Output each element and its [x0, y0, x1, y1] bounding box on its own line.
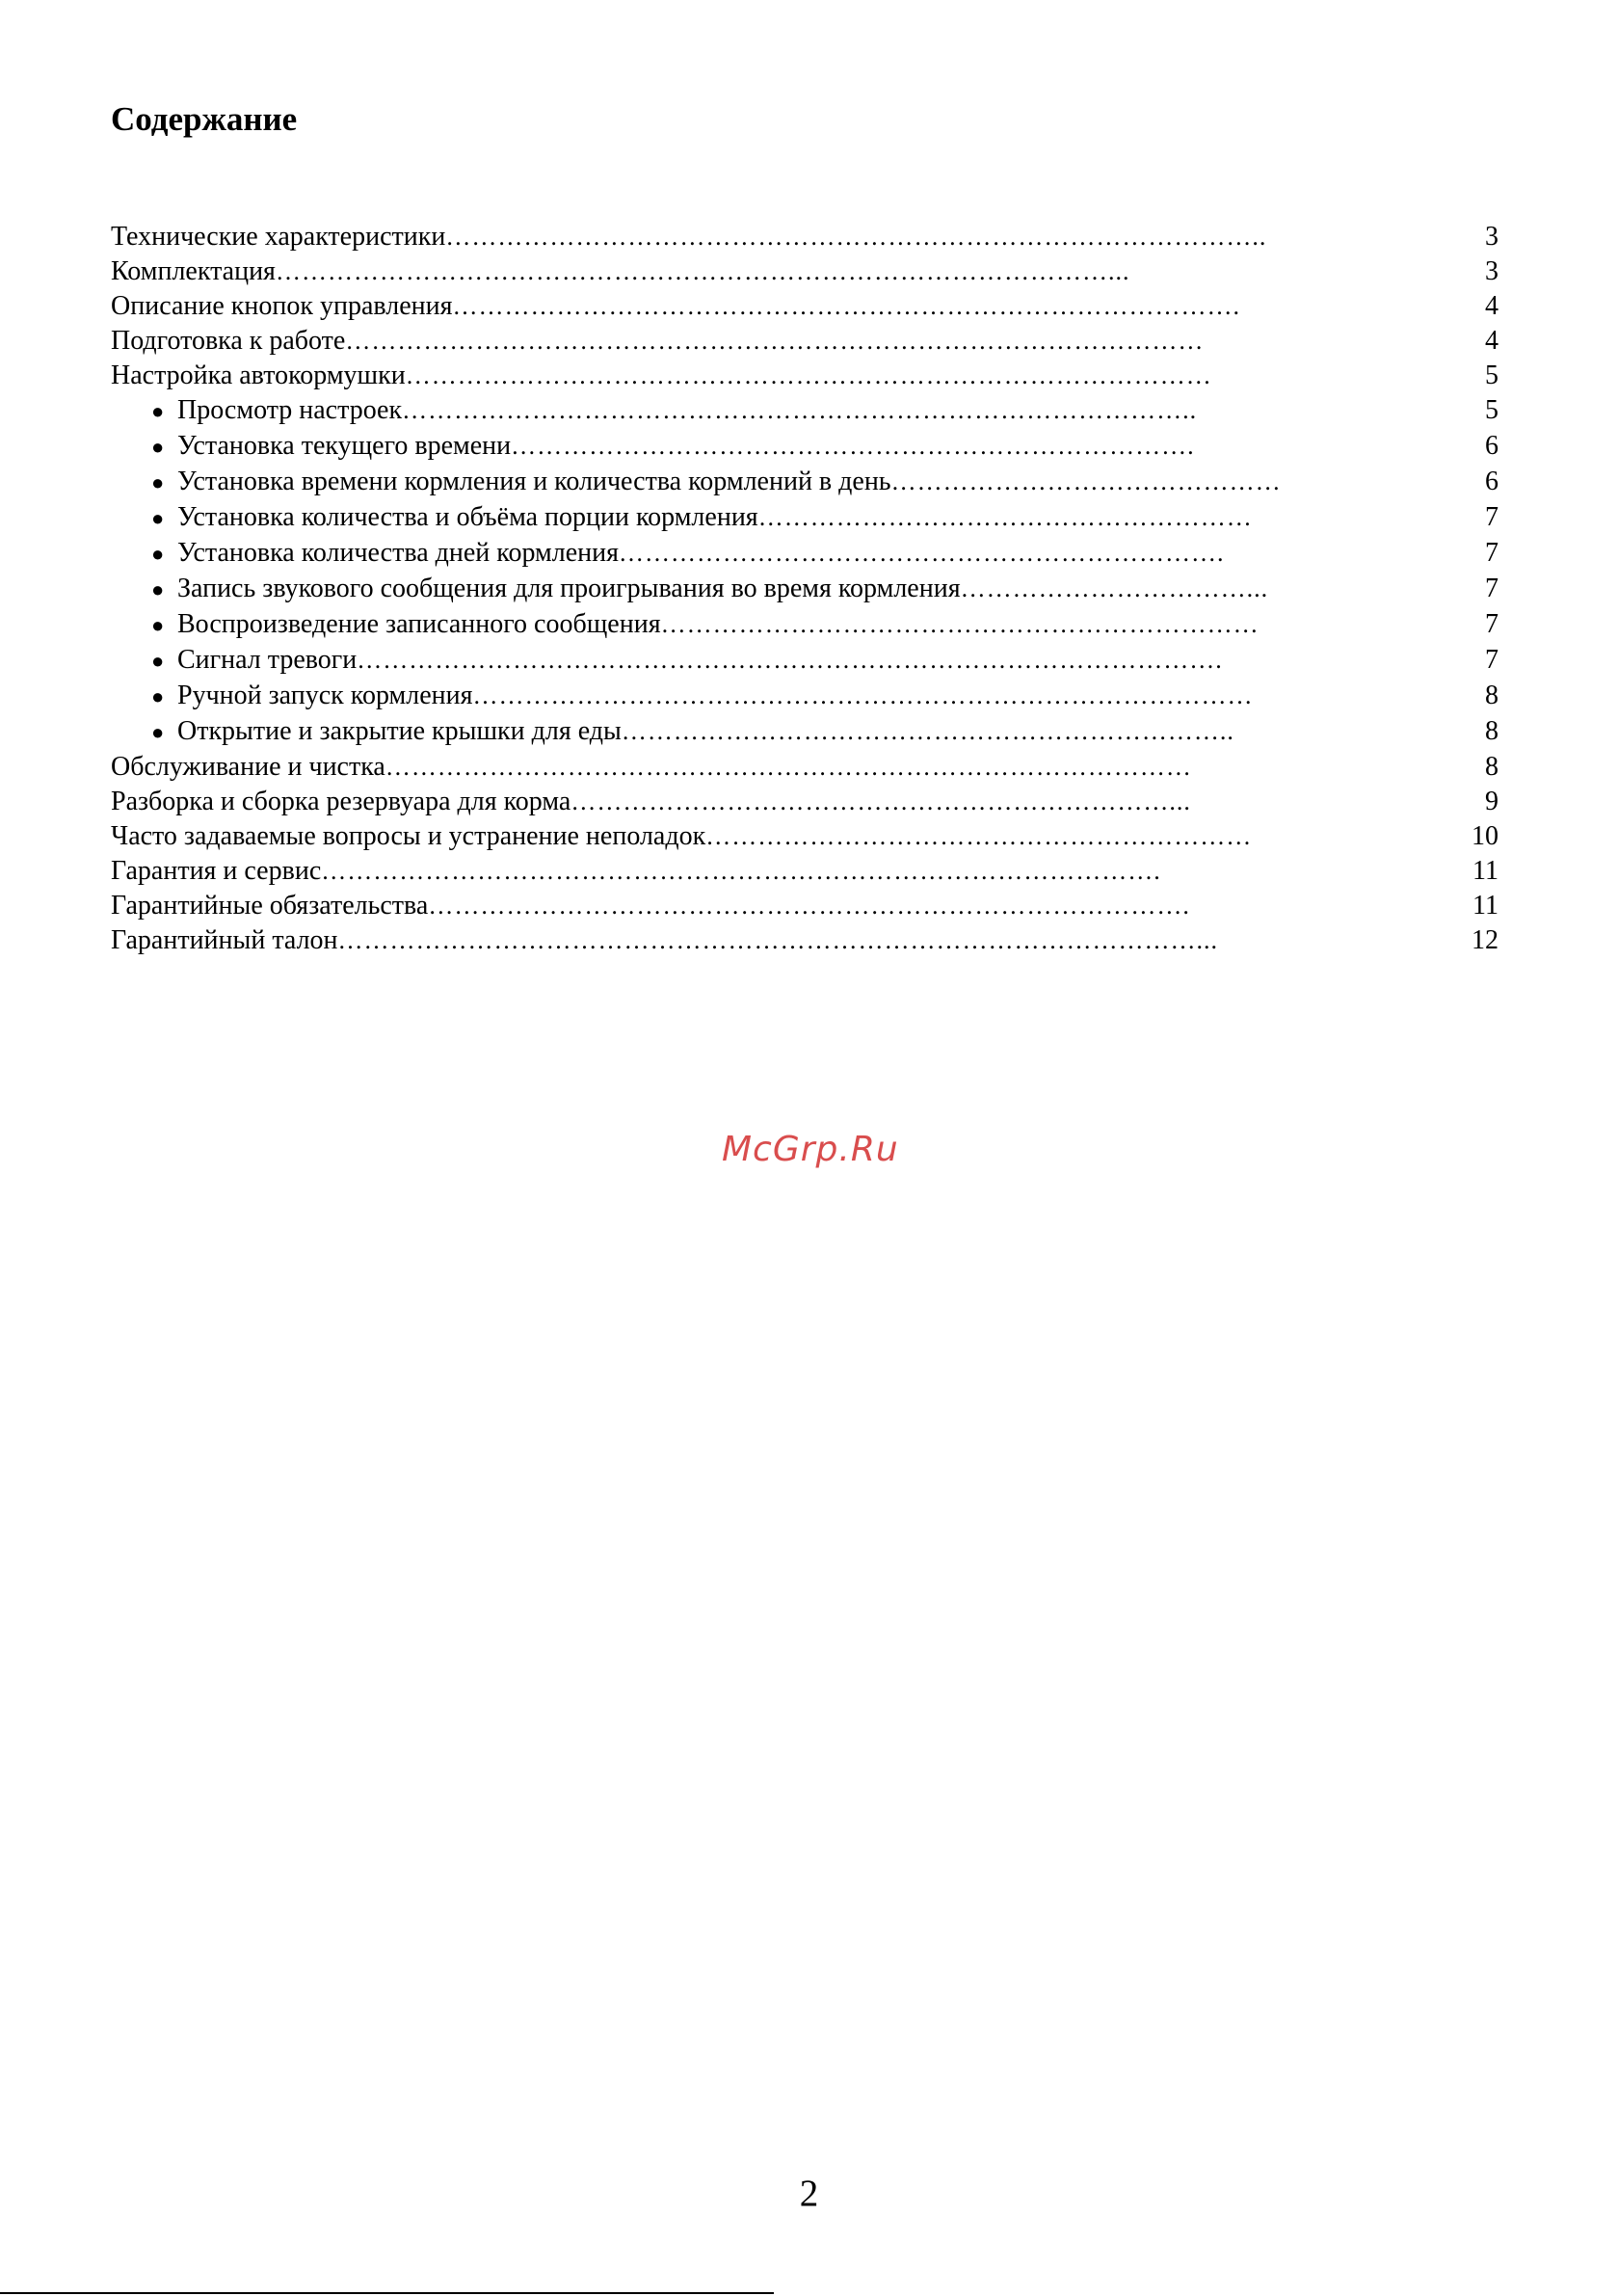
toc-entry-faq-troubleshooting[interactable] [111, 819, 1499, 854]
bullet-icon: ● [151, 506, 165, 530]
toc-entry-label: Гарантия и сервис [111, 856, 322, 886]
toc-entry-label: Обслуживание и чистка [111, 752, 385, 782]
bullet-icon: ● [151, 435, 165, 459]
toc-entry-label: Запись звукового сообщения для проигрывания во время кормления [177, 574, 961, 603]
toc-entry-label: Просмотр настроек [177, 395, 403, 425]
toc-subentry-feeding-days[interactable] [111, 536, 1499, 572]
toc-entry-label: Установка количества и объёма порции кормления [177, 502, 758, 532]
toc-entry-page: 6 [1485, 431, 1499, 461]
toc-entry-leader: ……………………………………………………………………………………… [345, 327, 1205, 355]
toc-entry-label: Комплектация [111, 256, 276, 286]
footer-divider [0, 2292, 774, 2294]
toc-entry-label: Гарантийный талон [111, 925, 338, 955]
toc-entry-tech-specs[interactable] [111, 220, 1499, 254]
toc-entry-page: 7 [1485, 574, 1499, 603]
toc-entry-leader: ………………………………………………………………………………………... [337, 926, 1219, 954]
toc-entry-leader: ………………………………………………… [757, 503, 1253, 531]
toc-entry-leader: …………………………………………………………….. [621, 717, 1234, 745]
bullet-icon: ● [151, 684, 165, 708]
toc-entry-page: 9 [1485, 787, 1499, 816]
toc-entry-label: Настройка автокормушки [111, 360, 406, 390]
toc-entry-leader: ……………………………………………………………………. [511, 432, 1195, 460]
bullet-icon: ● [151, 470, 165, 494]
toc-entry-page: 11 [1472, 856, 1499, 886]
toc-entry-warranty-card[interactable] [111, 923, 1499, 958]
toc-entry-warranty-obligations[interactable] [111, 889, 1499, 923]
toc-entry-leader: ………………………………………………………………………………………. [357, 646, 1223, 674]
toc-entry-leader: ………………………………………………………………………………… [385, 753, 1192, 781]
toc-entry-page: 6 [1485, 467, 1499, 496]
toc-entry-leader: ……………………………... [960, 574, 1269, 602]
toc-entry-package-contents[interactable] [111, 254, 1499, 289]
toc-entry-page: 3 [1485, 222, 1499, 252]
toc-entry-label: Гарантийные обязательства [111, 891, 429, 921]
toc-entry-page: 7 [1485, 609, 1499, 639]
toc-subentry-alarm[interactable] [111, 643, 1499, 679]
toc-entry-label: Описание кнопок управления [111, 291, 453, 321]
toc-entry-page: 8 [1485, 716, 1499, 746]
toc-entry-maintenance[interactable] [111, 750, 1499, 785]
toc-entry-page: 5 [1485, 360, 1499, 390]
toc-subentry-set-current-time[interactable] [111, 429, 1499, 465]
toc-entry-label: Установка количества дней кормления [177, 538, 619, 568]
toc-entry-reservoir-assembly[interactable] [111, 785, 1499, 819]
toc-entry-label: Открытие и закрытие крышки для еды [177, 716, 622, 746]
toc-subentry-lid-open-close[interactable] [111, 714, 1499, 750]
toc-entry-page: 7 [1485, 502, 1499, 532]
toc-entry-leader: ……………………………………………………… [705, 822, 1253, 850]
toc-entry-page: 12 [1472, 925, 1499, 955]
toc-entry-leader: ……………………………………………………………………………….. [402, 396, 1198, 424]
toc-entry-page: 10 [1472, 821, 1499, 851]
toc-entry-page: 5 [1485, 395, 1499, 425]
toc-entry-label: Разборка и сборка резервуара для корма [111, 787, 571, 816]
toc-entry-leader: ……………………………………………………………………………… [472, 681, 1254, 709]
toc-subentry-playback-message[interactable] [111, 607, 1499, 643]
toc-subentry-portion-size[interactable] [111, 500, 1499, 536]
toc-entry-label: Часто задаваемые вопросы и устранение неполадок [111, 821, 706, 851]
toc-entry-leader: …………………………………………………………… [660, 610, 1260, 638]
toc-subentry-manual-feeding[interactable] [111, 679, 1499, 714]
toc-subentry-feeding-schedule[interactable] [111, 465, 1499, 500]
toc-entry-leader: ……………………………………………………………………………………... [275, 257, 1130, 285]
toc-entry-warranty-service[interactable] [111, 854, 1499, 889]
toc-entry-page: 8 [1485, 681, 1499, 710]
toc-entry-leader: ……………………………………………………………. [619, 539, 1225, 567]
bullet-icon: ● [151, 577, 165, 601]
page-number: 2 [799, 2173, 819, 2214]
toc-entry-label: Технические характеристики [111, 222, 446, 252]
toc-entry-page: 7 [1485, 645, 1499, 675]
toc-entry-page: 4 [1485, 326, 1499, 356]
toc-entry-page: 3 [1485, 256, 1499, 286]
toc-list [111, 220, 1499, 958]
toc-entry-page: 8 [1485, 752, 1499, 782]
toc-entry-page: 11 [1472, 891, 1499, 921]
toc-entry-label: Ручной запуск кормления [177, 681, 473, 710]
toc-entry-label: Воспроизведение записанного сообщения [177, 609, 661, 639]
toc-entry-leader: ………………………………………………………………………………. [452, 292, 1240, 320]
toc-entry-leader: ……………………………………………………………………………. [428, 892, 1190, 920]
toc-entry-preparation[interactable] [111, 324, 1499, 359]
bullet-icon: ● [151, 613, 165, 637]
toc-entry-control-buttons[interactable] [111, 289, 1499, 324]
bullet-icon: ● [151, 720, 165, 744]
toc-entry-label: Установка времени кормления и количества кормлений в день [177, 467, 891, 496]
toc-entry-label: Установка текущего времени [177, 431, 512, 461]
toc-entry-label: Подготовка к работе [111, 326, 346, 356]
bullet-icon: ● [151, 542, 165, 566]
toc-entry-feeder-setup[interactable] [111, 359, 1499, 393]
toc-entry-leader: ………………………………………………………………………………….. [445, 223, 1267, 251]
toc-entry-leader: ………………………………………………………………………………… [405, 361, 1212, 389]
toc-entry-leader: ……………………………………… [890, 467, 1282, 495]
watermark: McGrp.Ru [722, 1130, 899, 1169]
toc-subentry-view-settings[interactable] [111, 393, 1499, 429]
bullet-icon: ● [151, 649, 165, 673]
toc-entry-leader: ……………………………………………………………………………………. [321, 857, 1161, 885]
toc-entry-leader: ……………………………………………………………... [570, 788, 1191, 815]
toc-entry-label: Сигнал тревоги [177, 645, 358, 675]
toc-entry-page: 4 [1485, 291, 1499, 321]
toc-subentry-record-message[interactable] [111, 572, 1499, 607]
bullet-icon: ● [151, 399, 165, 423]
toc-entry-page: 7 [1485, 538, 1499, 568]
toc-title: Содержание [111, 100, 298, 138]
